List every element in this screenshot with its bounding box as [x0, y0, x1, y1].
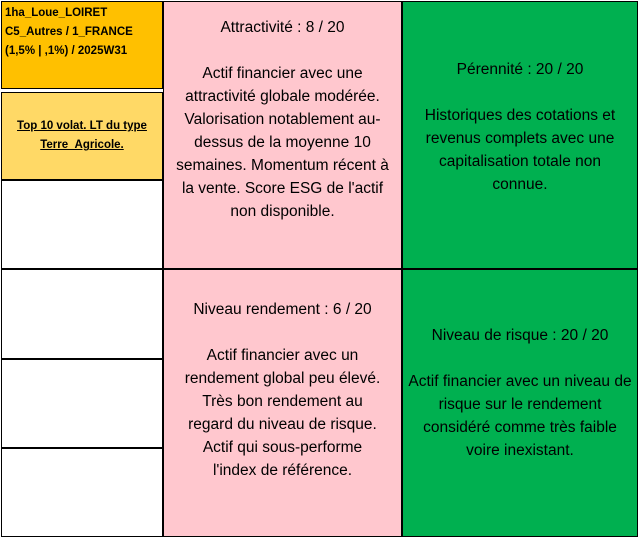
perennite-title: Pérennité : 20 / 20 — [456, 61, 584, 78]
empty-cell — [1, 359, 163, 448]
category-cell — [1, 92, 163, 180]
risque-description: Actif financier avec un niveau de risque sur le rendement considéré comme très faible voire inexistant. — [408, 373, 632, 459]
asset-identity-cell — [1, 1, 163, 89]
rendement-description: Actif financier avec un rendement global peu élevé. Très bon rendement au regard du niveau de risque. Actif qui sous-performe l'index de référence. — [184, 347, 381, 479]
perennite-panel — [402, 1, 638, 269]
asset-name: 1ha_Loue_LOIRET — [5, 7, 108, 19]
rendement-panel — [163, 269, 402, 537]
risque-panel — [402, 269, 638, 537]
asset-rates-week: (1,5% | ,1%) / 2025W31 — [5, 45, 128, 57]
perennite-description: Historiques des cotations et revenus complets avec une capitalisation totale non connue. — [424, 107, 616, 193]
empty-cell — [1, 180, 163, 269]
empty-cell — [1, 448, 163, 537]
rendement-title: Niveau rendement : 6 / 20 — [193, 301, 372, 318]
attractivite-panel — [163, 1, 402, 269]
asset-class-country: C5_Autres / 1_FRANCE — [5, 26, 133, 38]
attractivite-description: Actif financier avec une attractivité globale modérée. Valorisation notablement au-dessus de la moyenne 10 semaines. Momentum récent à la vente. Score ESG de l'actif non disponible. — [176, 65, 389, 220]
risque-title: Niveau de risque : 20 / 20 — [431, 327, 609, 344]
attractivite-title: Attractivité : 8 / 20 — [220, 19, 345, 36]
category-label: Top 10 volat. LT du type Terre_Agricole. — [17, 120, 147, 151]
empty-cell — [1, 269, 163, 359]
